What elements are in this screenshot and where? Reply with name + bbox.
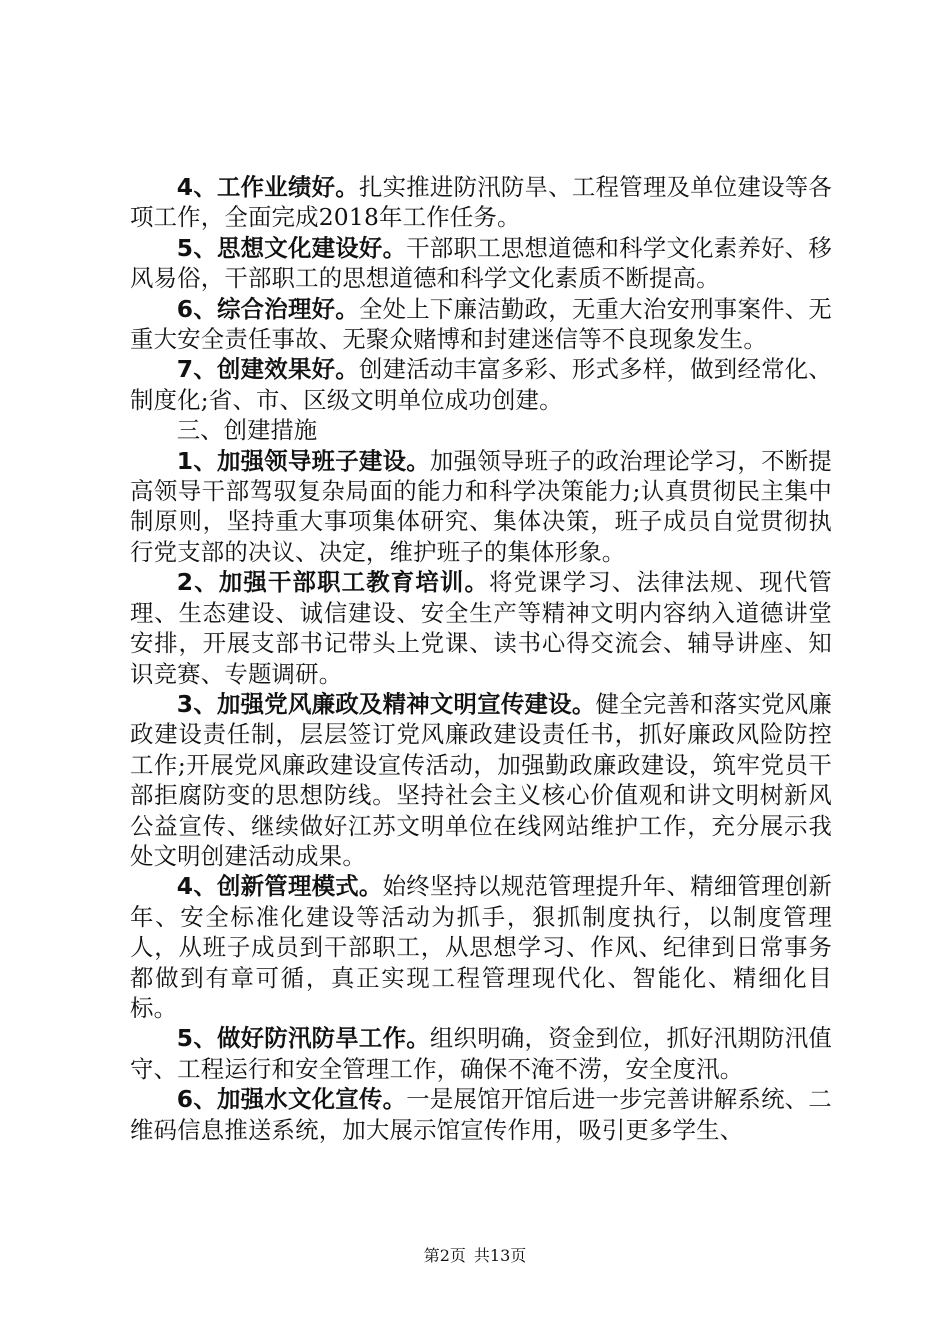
paragraph-comprehensive-governance — [130, 294, 832, 355]
paragraph-lead: 5、做好防汛防旱工作。 — [176, 1024, 430, 1053]
paragraph-text: 始终坚持以规范管理提升年、精细管理创新年、安全标准化建设等活动为抓手，狠抓制度执行，以制度管理人，从班子成员到干部职工，从思想学习、作风、纪律到日常事务都做到有章可循，真正实现工程管理现代化、智能化、精细化目标。 — [130, 872, 832, 1022]
paragraph-training — [130, 567, 832, 689]
paragraph-leadership — [130, 446, 832, 568]
paragraph-lead: 6、加强水文化宣传。 — [176, 1085, 407, 1114]
paragraph-lead: 4、工作业绩好。 — [176, 173, 359, 201]
paragraph-lead: 4、创新管理模式。 — [176, 872, 383, 901]
paragraph-text: 创建活动丰富多彩、形式多样，做到经常化、制度化;省、市、区级文明单位成功创建。 — [130, 355, 833, 414]
document-body — [130, 172, 832, 1145]
paragraph-text: 加强领导班子的政治理论学习，不断提高领导干部驾驭复杂局面的能力和科学决策能力;认真贯彻民主集中制原则，坚持重大事项集体研究、集体决策，班子成员自觉贯彻执行党支部的决议、决定，维护班子的集体形象。 — [130, 446, 832, 566]
paragraph-lead: 2、加强干部职工教育培训。 — [176, 568, 490, 597]
paragraph-text: 将党课学习、法律法规、现代管理、生态建设、诚信建设、安全生产等精神文明内容纳入道德讲堂安排，开展支部书记带头上党课、读书心得交流会、辅导讲座、知识竞赛、专题调研。 — [130, 568, 832, 688]
paragraph-culture-building — [130, 233, 832, 294]
paragraph-integrity-publicity — [130, 689, 832, 871]
page-footer — [0, 1243, 950, 1266]
paragraph-lead: 1、加强领导班子建设。 — [176, 446, 430, 475]
section-heading: 三、创建措施 — [176, 416, 318, 445]
paragraph-text: 健全完善和落实党风廉政建设责任制，层层签订党风廉政建设责任书，抓好廉政风险防控工作;开展党风廉政建设宣传活动，加强勤政廉政建设，筑牢党员干部拒腐防变的思想防线。坚持社会主义核心价值观和讲文明树新风公益宣传、继续做好江苏文明单位在线网站维护工作，充分展示我处文明创建活动成果。 — [130, 689, 832, 870]
paragraph-work-performance — [130, 172, 832, 233]
paragraph-text: 全处上下廉洁勤政，无重大治安刑事案件、无重大安全责任事故、无聚众赌博和封建迷信等不良现象发生。 — [130, 294, 833, 354]
paragraph-lead: 3、加强党风廉政及精神文明宣传建设。 — [176, 689, 596, 718]
paragraph-text: 一是展馆开馆后进一步完善讲解系统、二维码信息推送系统，加大展示馆宣传作用，吸引更多学生、 — [130, 1085, 832, 1144]
paragraph-lead: 7、创建效果好。 — [176, 355, 359, 384]
paragraph-text: 扎实推进防汛防旱、工程管理及单位建设等各项工作，全面完成2018年工作任务。 — [130, 173, 833, 232]
paragraph-lead: 6、综合治理好。 — [176, 294, 359, 323]
paragraph-water-culture — [130, 1084, 832, 1145]
page-number: 第2页 — [423, 1246, 466, 1265]
paragraph-text: 组织明确，资金到位，抓好汛期防汛值守、工程运行和安全管理工作，确保不淹不涝，安全度汛。 — [130, 1024, 832, 1083]
paragraph-text: 干部职工思想道德和科学文化素养好、移风易俗，干部职工的思想道德和科学文化素质不断提高。 — [130, 233, 832, 293]
paragraph-flood-control — [130, 1023, 832, 1084]
paragraph-creation-effect — [130, 354, 832, 415]
paragraph-lead: 5、思想文化建设好。 — [176, 233, 407, 262]
total-pages: 共13页 — [473, 1246, 527, 1265]
paragraph-management-innovation — [130, 871, 832, 1023]
